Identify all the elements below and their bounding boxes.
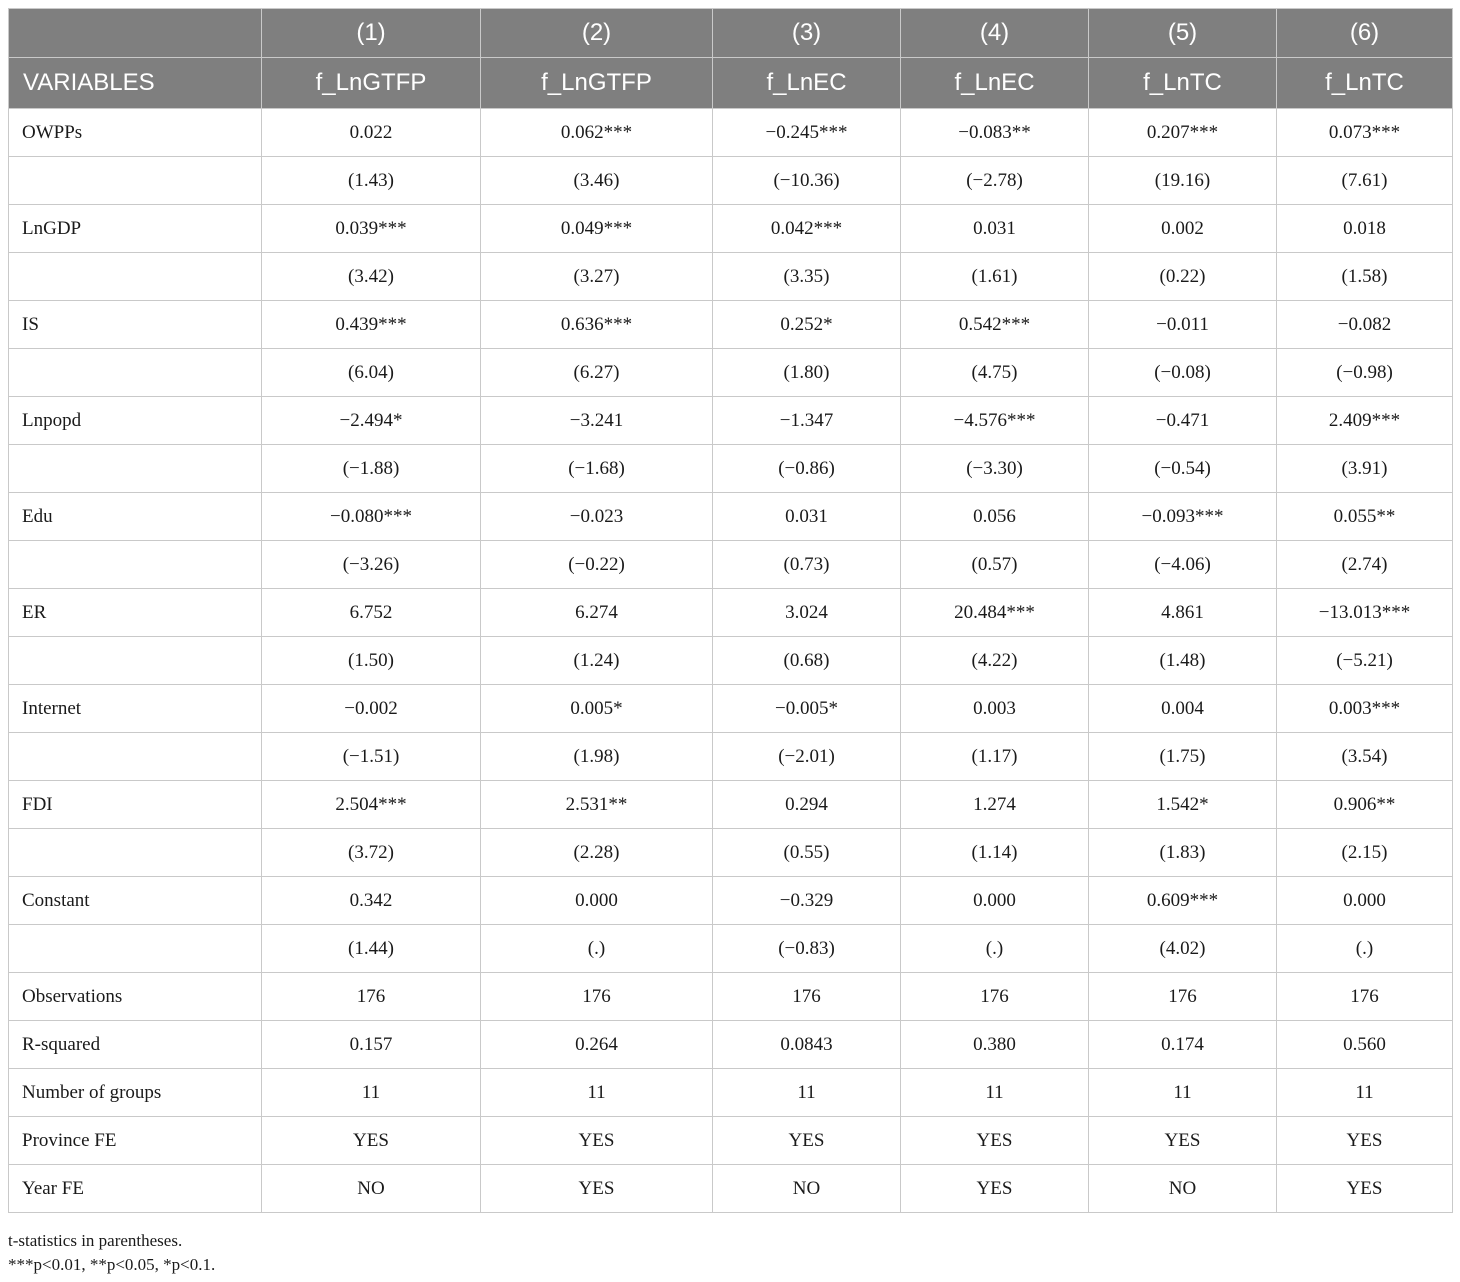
table-cell: −0.011 [1089, 301, 1277, 349]
table-cell: 0.252* [713, 301, 901, 349]
table-cell: NO [1089, 1165, 1277, 1213]
table-cell: 0.039*** [262, 205, 481, 253]
table-row [9, 1117, 1453, 1165]
column-number-6: (6) [1277, 9, 1453, 58]
dependent-var-4: f_LnEC [901, 58, 1089, 109]
table-cell: (0.22) [1089, 253, 1277, 301]
table-cell: (19.16) [1089, 157, 1277, 205]
table-cell: (0.57) [901, 541, 1089, 589]
table-cell: (6.27) [481, 349, 713, 397]
table-cell: (.) [481, 925, 713, 973]
table-cell: NO [713, 1165, 901, 1213]
row-label [9, 253, 262, 301]
table-cell: (−0.08) [1089, 349, 1277, 397]
table-cell: (1.50) [262, 637, 481, 685]
table-cell: (6.04) [262, 349, 481, 397]
table-cell: 0.542*** [901, 301, 1089, 349]
table-header [9, 9, 1453, 109]
row-label [9, 349, 262, 397]
table-cell: 0.000 [481, 877, 713, 925]
table-cell: (1.14) [901, 829, 1089, 877]
table-row [9, 973, 1453, 1021]
column-number-4: (4) [901, 9, 1089, 58]
table-cell: (1.44) [262, 925, 481, 973]
dependent-var-6: f_LnTC [1277, 58, 1453, 109]
column-number-2: (2) [481, 9, 713, 58]
table-body [9, 109, 1453, 1213]
table-cell: −0.082 [1277, 301, 1453, 349]
table-cell: 0.003 [901, 685, 1089, 733]
table-cell: (.) [901, 925, 1089, 973]
row-label [9, 445, 262, 493]
table-row [9, 445, 1453, 493]
table-cell: (1.24) [481, 637, 713, 685]
table-cell: (7.61) [1277, 157, 1453, 205]
notes-line-significance: ***p<0.01, **p<0.05, *p<0.1. [8, 1255, 216, 1274]
table-cell: (3.72) [262, 829, 481, 877]
table-cell: 6.752 [262, 589, 481, 637]
table-cell: 0.342 [262, 877, 481, 925]
table-cell: NO [262, 1165, 481, 1213]
table-cell: YES [1089, 1117, 1277, 1165]
table-row [9, 877, 1453, 925]
table-cell: (−0.86) [713, 445, 901, 493]
table-cell: 0.062*** [481, 109, 713, 157]
table-cell: (4.75) [901, 349, 1089, 397]
table-cell: 0.018 [1277, 205, 1453, 253]
table-cell: (4.22) [901, 637, 1089, 685]
table-cell: 176 [1277, 973, 1453, 1021]
table-cell: (3.27) [481, 253, 713, 301]
table-cell: (−2.01) [713, 733, 901, 781]
table-row [9, 541, 1453, 589]
table-row [9, 589, 1453, 637]
table-cell: 176 [481, 973, 713, 1021]
table-cell: 0.005* [481, 685, 713, 733]
table-cell: 2.409*** [1277, 397, 1453, 445]
row-label: OWPPs [9, 109, 262, 157]
table-row [9, 829, 1453, 877]
row-label [9, 733, 262, 781]
table-cell: −0.005* [713, 685, 901, 733]
table-cell: YES [901, 1117, 1089, 1165]
table-cell: −0.083** [901, 109, 1089, 157]
table-cell: 11 [262, 1069, 481, 1117]
table-row [9, 493, 1453, 541]
table-cell: 0.0843 [713, 1021, 901, 1069]
table-cell: (1.83) [1089, 829, 1277, 877]
table-notes [8, 1229, 215, 1277]
table-cell: (−1.68) [481, 445, 713, 493]
table-cell: 3.024 [713, 589, 901, 637]
table-cell: YES [481, 1165, 713, 1213]
table-cell: 11 [1089, 1069, 1277, 1117]
table-cell: (1.48) [1089, 637, 1277, 685]
table-cell: −0.093*** [1089, 493, 1277, 541]
table-row [9, 157, 1453, 205]
table-cell: (3.35) [713, 253, 901, 301]
table-row [9, 685, 1453, 733]
dependent-var-2: f_LnGTFP [481, 58, 713, 109]
table-cell: 0.003*** [1277, 685, 1453, 733]
table-cell: 20.484*** [901, 589, 1089, 637]
header-cell [9, 9, 262, 58]
table-cell: 0.000 [901, 877, 1089, 925]
table-cell: 0.264 [481, 1021, 713, 1069]
table-cell: (0.55) [713, 829, 901, 877]
table-cell: 4.861 [1089, 589, 1277, 637]
table-cell: (1.43) [262, 157, 481, 205]
table-cell: (0.68) [713, 637, 901, 685]
row-label: Lnpopd [9, 397, 262, 445]
table-cell: 176 [262, 973, 481, 1021]
table-cell: (3.42) [262, 253, 481, 301]
table-cell: (−4.06) [1089, 541, 1277, 589]
row-label: Constant [9, 877, 262, 925]
row-label [9, 925, 262, 973]
row-label: Year FE [9, 1165, 262, 1213]
table-cell: 0.560 [1277, 1021, 1453, 1069]
table-cell: (3.46) [481, 157, 713, 205]
table-cell: YES [1277, 1165, 1453, 1213]
table-cell: YES [713, 1117, 901, 1165]
table-cell: −1.347 [713, 397, 901, 445]
table-row [9, 301, 1453, 349]
table-cell: 0.073*** [1277, 109, 1453, 157]
table-row [9, 781, 1453, 829]
table-row [9, 109, 1453, 157]
table-cell: 0.049*** [481, 205, 713, 253]
table-cell: 0.031 [713, 493, 901, 541]
table-cell: −13.013*** [1277, 589, 1453, 637]
table-cell: (1.75) [1089, 733, 1277, 781]
table-cell: YES [1277, 1117, 1453, 1165]
notes-line-tstat: t-statistics in parentheses. [8, 1231, 183, 1250]
table-row [9, 637, 1453, 685]
table-cell: (−10.36) [713, 157, 901, 205]
table-cell: (−3.26) [262, 541, 481, 589]
row-label: ER [9, 589, 262, 637]
table-cell: 0.174 [1089, 1021, 1277, 1069]
table-cell: (.) [1277, 925, 1453, 973]
table-cell: (−0.83) [713, 925, 901, 973]
header-row-column-numbers [9, 9, 1453, 58]
row-label: LnGDP [9, 205, 262, 253]
table-cell: 0.439*** [262, 301, 481, 349]
table-row [9, 1165, 1453, 1213]
variables-header: VARIABLES [9, 58, 262, 109]
row-label: Number of groups [9, 1069, 262, 1117]
table-cell: 0.031 [901, 205, 1089, 253]
row-label: Edu [9, 493, 262, 541]
table-cell: 6.274 [481, 589, 713, 637]
table-cell: (2.74) [1277, 541, 1453, 589]
table-cell: 2.504*** [262, 781, 481, 829]
table-cell: 0.055** [1277, 493, 1453, 541]
table-cell: 0.609*** [1089, 877, 1277, 925]
column-number-5: (5) [1089, 9, 1277, 58]
table-cell: 0.207*** [1089, 109, 1277, 157]
table-row [9, 925, 1453, 973]
table-cell: (1.98) [481, 733, 713, 781]
table-cell: (3.54) [1277, 733, 1453, 781]
table-cell: (1.17) [901, 733, 1089, 781]
table-cell: (3.91) [1277, 445, 1453, 493]
row-label [9, 541, 262, 589]
table-cell: −0.245*** [713, 109, 901, 157]
row-label [9, 637, 262, 685]
table-row [9, 253, 1453, 301]
table-cell: (1.61) [901, 253, 1089, 301]
table-cell: 0.042*** [713, 205, 901, 253]
table-cell: (−1.51) [262, 733, 481, 781]
table-row [9, 397, 1453, 445]
table-cell: (0.73) [713, 541, 901, 589]
table-cell: 0.157 [262, 1021, 481, 1069]
table-cell: 0.022 [262, 109, 481, 157]
table-cell: 11 [713, 1069, 901, 1117]
table-cell: 1.542* [1089, 781, 1277, 829]
table-cell: YES [901, 1165, 1089, 1213]
table-cell: 0.000 [1277, 877, 1453, 925]
table-cell: −0.471 [1089, 397, 1277, 445]
row-label: FDI [9, 781, 262, 829]
table-cell: (2.15) [1277, 829, 1453, 877]
table-cell: (1.80) [713, 349, 901, 397]
row-label: Province FE [9, 1117, 262, 1165]
table-cell: 11 [901, 1069, 1089, 1117]
table-cell: (−2.78) [901, 157, 1089, 205]
table-cell: (1.58) [1277, 253, 1453, 301]
table-cell: 0.906** [1277, 781, 1453, 829]
table-cell: −0.023 [481, 493, 713, 541]
table-cell: 1.274 [901, 781, 1089, 829]
table-row [9, 1069, 1453, 1117]
table-cell: −0.002 [262, 685, 481, 733]
row-label [9, 157, 262, 205]
row-label: R-squared [9, 1021, 262, 1069]
table-cell: (4.02) [1089, 925, 1277, 973]
table-cell: −2.494* [262, 397, 481, 445]
table-cell: 176 [901, 973, 1089, 1021]
column-number-3: (3) [713, 9, 901, 58]
table-cell: (−3.30) [901, 445, 1089, 493]
table-cell: (−0.54) [1089, 445, 1277, 493]
table-row [9, 205, 1453, 253]
table-cell: 11 [1277, 1069, 1453, 1117]
row-label: IS [9, 301, 262, 349]
table-cell: (−1.88) [262, 445, 481, 493]
table-cell: (2.28) [481, 829, 713, 877]
table-cell: 11 [481, 1069, 713, 1117]
column-number-1: (1) [262, 9, 481, 58]
table-cell: 2.531** [481, 781, 713, 829]
table-cell: 0.636*** [481, 301, 713, 349]
dependent-var-5: f_LnTC [1089, 58, 1277, 109]
table-cell: 0.056 [901, 493, 1089, 541]
row-label: Observations [9, 973, 262, 1021]
table-cell: 0.002 [1089, 205, 1277, 253]
table-row [9, 1021, 1453, 1069]
table-row [9, 349, 1453, 397]
dependent-var-3: f_LnEC [713, 58, 901, 109]
table-cell: (−0.98) [1277, 349, 1453, 397]
table-cell: (−5.21) [1277, 637, 1453, 685]
row-label [9, 829, 262, 877]
table-cell: −0.080*** [262, 493, 481, 541]
table-cell: (−0.22) [481, 541, 713, 589]
table-cell: YES [481, 1117, 713, 1165]
table-row [9, 733, 1453, 781]
table-cell: 0.380 [901, 1021, 1089, 1069]
table-cell: −3.241 [481, 397, 713, 445]
header-row-dependent-vars [9, 58, 1453, 109]
table-cell: 0.294 [713, 781, 901, 829]
row-label: Internet [9, 685, 262, 733]
table-cell: −4.576*** [901, 397, 1089, 445]
table-cell: YES [262, 1117, 481, 1165]
table-cell: 176 [1089, 973, 1277, 1021]
regression-table [8, 8, 1453, 1213]
table-cell: 176 [713, 973, 901, 1021]
dependent-var-1: f_LnGTFP [262, 58, 481, 109]
table-cell: 0.004 [1089, 685, 1277, 733]
table-cell: −0.329 [713, 877, 901, 925]
